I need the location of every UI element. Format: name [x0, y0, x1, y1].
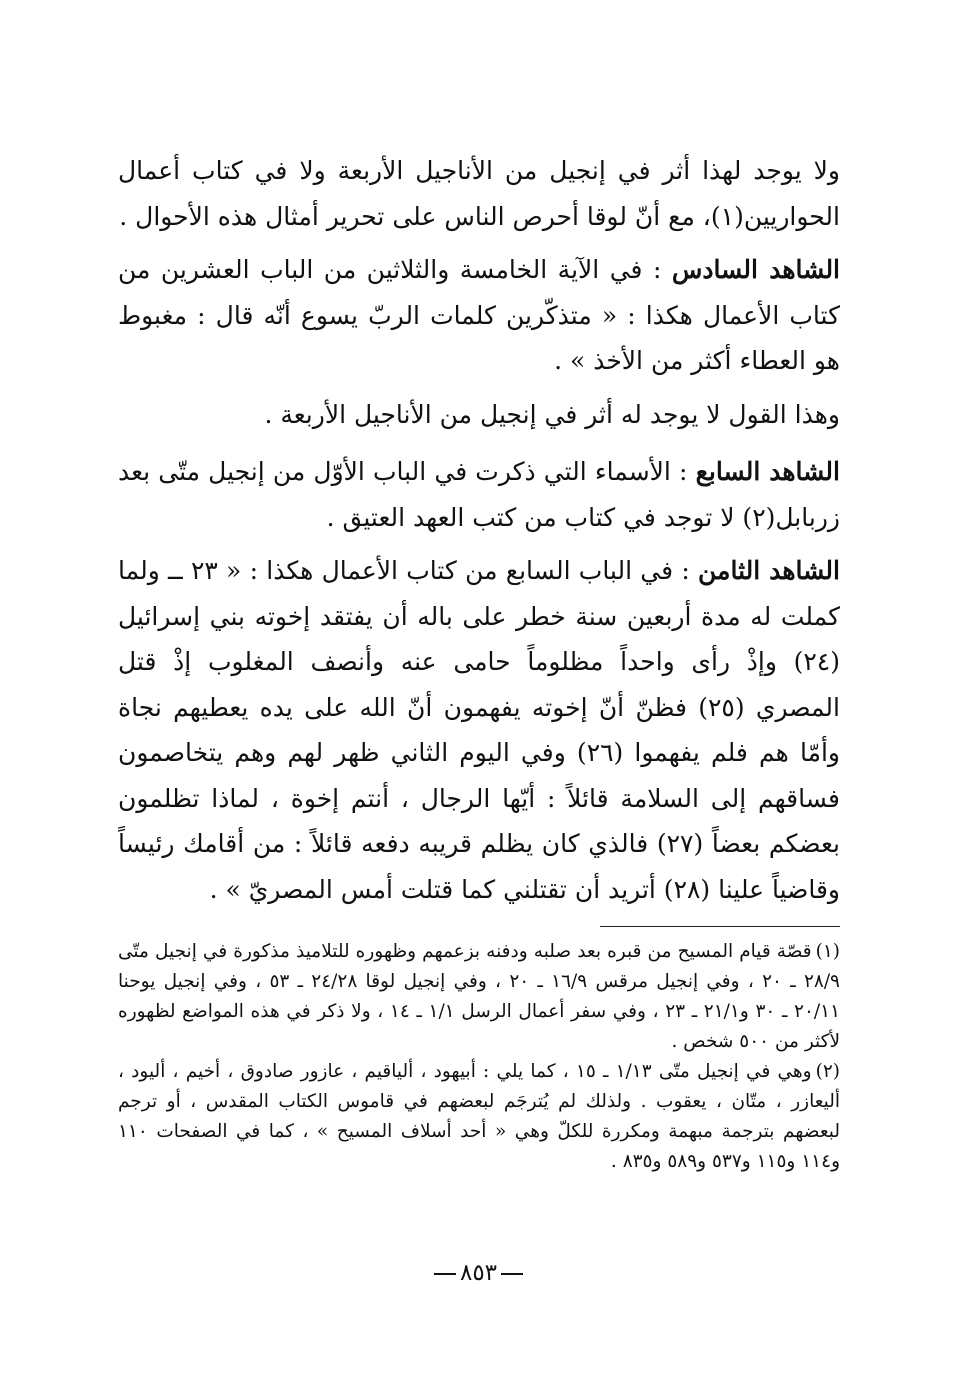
paragraph-3 — [118, 392, 840, 438]
page-number-dash-right — [434, 1273, 456, 1275]
page-number — [0, 1260, 957, 1286]
main-text — [118, 148, 840, 1177]
paragraph-text: ولا يوجد لهذا أثر في إنجيل من الأناجيل الأربعة ولا في كتاب أعمال الحواريين(١)، مع أنّ لوقا أحرص الناس على تحرير أمثال هذه الأحوال . — [118, 156, 840, 231]
paragraph-4 — [118, 449, 840, 540]
paragraph-1 — [118, 148, 840, 239]
paragraph-label: الشاهد السابع — [695, 457, 840, 486]
footnote-text: وهي في إنجيل متّى ١/١٣ ـ ١٥ ، كما يلي : أبيهود ، ألياقيم ، عازور صادوق ، أخيم ، أليود ، أليعازر ، متّان ، يعقوب . ولذلك لم يُترجَم لبعضهم في قاموس الكتاب المقدس ، أو ترجم لبعضهم بترجمة مبهمة ومكررة للكلّ وهي « أحد أسلاف المسيح » ، كما في الصفحات ١١٠ و١١٤ و١١٥ و٥٣٧ و٥٨٩ و٨٣٥ . — [118, 1061, 840, 1172]
page-number-value: ٨٥٣ — [459, 1260, 498, 1286]
paragraph-2 — [118, 247, 840, 384]
page-number-dash-left — [501, 1273, 523, 1275]
paragraph-text: وهذا القول لا يوجد له أثر في إنجيل من الأناجيل الأربعة . — [264, 399, 840, 429]
paragraph-text: : الأسماء التي ذكرت في الباب الأوّل من إنجيل متّى بعد زربابل(٢) لا توجد في كتاب من كتب العهد العتيق . — [118, 457, 840, 532]
paragraph-text: : في الباب السابع من كتاب الأعمال هكذا : « ٢٣ ــ ولما كملت له مدة أربعين سنة خطر على باله أن يفتقد إخوته بني إسرائيل (٢٤) وإذْ رأى واحداً مظلوماً حامى عنه وأنصف المغلوب إذْ قتل المصري (٢٥) فظنّ أنّ إخوته يفهمون أنّ الله على يده يعطيهم نجاة وأمّا هم فلم يفهموا (٢٦) وفي اليوم الثاني ظهر لهم وهم يتخاصمون فساقهم إلى السلامة قائلاً : أيّها الرجال ، أنتم إخوة ، لماذا تظلمون بعضكم بعضاً (٢٧) فالذي كان يظلم قريبه دفعه قائلاً : من أقامك رئيساً وقاضياً علينا (٢٨) أتريد أن تقتلني كما قتلت أمس المصريّ » . — [118, 556, 840, 904]
paragraph-text: : في الآية الخامسة والثلاثين من الباب العشرين من كتاب الأعمال هكذا : « متذكّرين كلمات الربّ يسوع أنّه قال : مغبوط هو العطاء أكثر من الأخذ » . — [118, 255, 840, 375]
paragraph-5 — [118, 548, 840, 912]
footnote-number: (٢) — [815, 1061, 840, 1082]
paragraph-label: الشاهد السادس — [671, 255, 841, 284]
footnote-divider — [600, 926, 840, 927]
footnote-text: قصّة قيام المسيح من قبره بعد صلبه ودفنه بزعمهم وظهوره للتلاميذ مذكورة في إنجيل متّى ٢٨/٩ ـ ٢٠ ، وفي إنجيل مرقس ١٦/٩ ـ ٢٠ ، وفي إنجيل لوقا ٢٤/٢٨ ـ ٥٣ ، وفي إنجيل يوحنا ٢٠/١١ ـ ٣٠ و٢١/١ ـ ٢٣ ، وفي سفر أعمال الرسل ١/١ ـ ١٤ ، ولا ذكر في هذه المواضع لظهوره لأكثر من ٥٠٠ شخص . — [118, 941, 841, 1052]
footnote-number: (١) — [815, 941, 840, 962]
footnote-2 — [118, 1057, 840, 1177]
paragraph-label: الشاهد الثامن — [698, 556, 840, 585]
footnote-1 — [118, 937, 840, 1057]
